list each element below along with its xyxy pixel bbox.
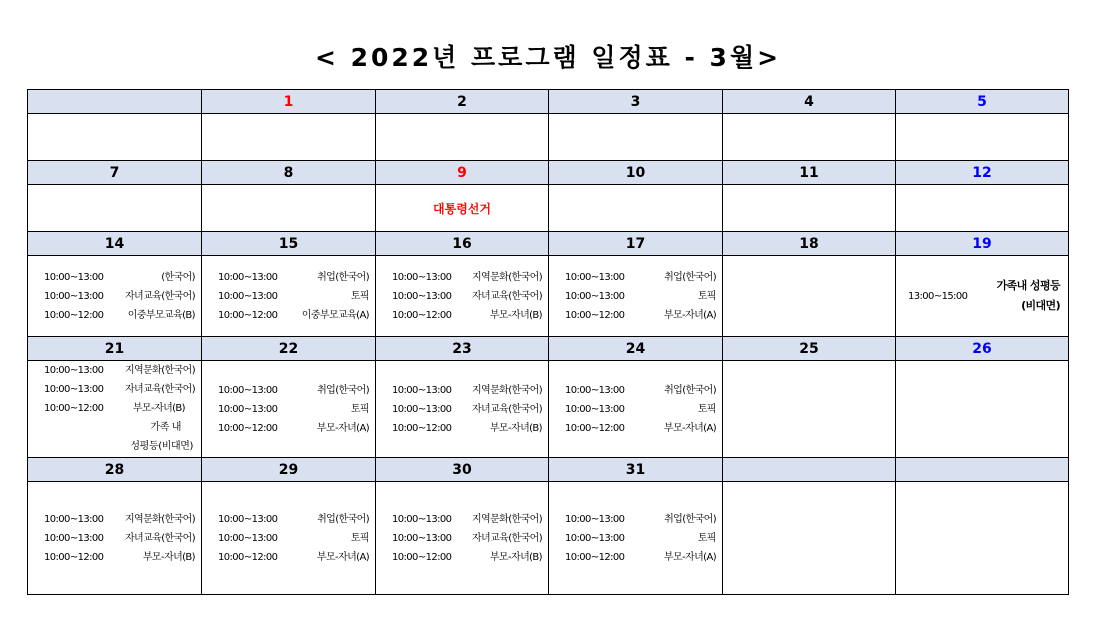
date-cell: 25 (723, 337, 896, 361)
program-line: 13:00~15:00 가족내 성평등 (비대면) (908, 279, 1060, 312)
date-cell (723, 458, 896, 482)
day-cell (28, 256, 202, 337)
program-line: 10:00~12:00 이중부모교육(B) (44, 309, 195, 321)
program-line: 10:00~12:00 부모-자녀(A) (565, 309, 716, 321)
date-row-week-5 (28, 458, 1069, 482)
day-cell (202, 185, 376, 232)
date-cell: 26 (896, 337, 1069, 361)
date-cell: 1 (202, 90, 376, 114)
program-line: 10:00~13:00 토픽 (565, 403, 716, 415)
program-line: 10:00~12:00 부모-자녀(B) (392, 422, 542, 434)
day-cell (896, 361, 1069, 458)
date-row-week-2 (28, 161, 1069, 185)
program-line: 10:00~13:00 토픽 (218, 290, 369, 302)
date-cell: 24 (549, 337, 723, 361)
date-cell: 19 (896, 232, 1069, 256)
date-cell: 2 (376, 90, 549, 114)
program-line: 10:00~12:00 부모-자녀(B) (44, 403, 185, 414)
date-cell: 17 (549, 232, 723, 256)
program-line: 10:00~13:00 자녀교육(한국어) (392, 403, 542, 415)
program-line: 10:00~13:00 토픽 (565, 290, 716, 302)
program-line: 10:00~13:00 취업(한국어) (565, 271, 716, 283)
program-line: 10:00~13:00 토픽 (218, 532, 369, 544)
day-cell (28, 361, 202, 458)
program-line: 10:00~13:00 취업(한국어) (218, 384, 369, 396)
day-cell (549, 482, 723, 595)
date-cell: 8 (202, 161, 376, 185)
day-cell (376, 256, 549, 337)
day-cell (202, 256, 376, 337)
program-line: 10:00~13:00 (한국어) (44, 271, 195, 283)
program-line: 10:00~13:00 지역문화(한국어) (392, 384, 542, 396)
program-line: 10:00~13:00 취업(한국어) (565, 384, 716, 396)
program-line: 10:00~13:00 자녀교육(한국어) (392, 290, 542, 302)
schedule-calendar (27, 89, 1069, 595)
date-cell: 14 (28, 232, 202, 256)
day-cell (549, 114, 723, 161)
date-cell: 10 (549, 161, 723, 185)
program-line: 10:00~12:00 부모-자녀(B) (392, 551, 542, 563)
date-cell (896, 458, 1069, 482)
day-cell (202, 361, 376, 458)
day-cell (28, 482, 202, 595)
program-line: 10:00~12:00 부모-자녀(A) (565, 551, 716, 563)
program-line: 10:00~13:00 지역문화(한국어) (392, 271, 542, 283)
day-cell (723, 114, 896, 161)
holiday-label: 대통령선거 (433, 201, 491, 216)
date-cell: 16 (376, 232, 549, 256)
day-cell (202, 482, 376, 595)
date-cell: 11 (723, 161, 896, 185)
day-cell (376, 185, 549, 232)
content-row-week-4 (28, 361, 1069, 458)
day-cell (549, 256, 723, 337)
date-cell: 22 (202, 337, 376, 361)
day-cell (896, 185, 1069, 232)
date-cell: 23 (376, 337, 549, 361)
day-cell (723, 361, 896, 458)
day-cell (376, 114, 549, 161)
day-cell (723, 482, 896, 595)
day-cell (549, 185, 723, 232)
program-line: 10:00~13:00 자녀교육(한국어) (392, 532, 542, 544)
day-cell (896, 114, 1069, 161)
program-line: 10:00~13:00 자녀교육(한국어) (44, 532, 195, 544)
date-cell: 31 (549, 458, 723, 482)
program-line: 10:00~12:00 부모-자녀(A) (218, 422, 369, 434)
program-line: 10:00~13:00 지역문화(한국어) (392, 513, 542, 525)
day-cell (376, 361, 549, 458)
date-cell (28, 90, 202, 114)
date-cell: 21 (28, 337, 202, 361)
date-cell: 5 (896, 90, 1069, 114)
content-row-week-3 (28, 256, 1069, 337)
day-cell (28, 114, 202, 161)
program-line: 10:00~13:00 취업(한국어) (218, 271, 369, 283)
date-row-week-3 (28, 232, 1069, 256)
program-line: 10:00~13:00 자녀교육(한국어) (44, 384, 195, 395)
date-cell: 9 (376, 161, 549, 185)
date-cell: 30 (376, 458, 549, 482)
date-cell: 29 (202, 458, 376, 482)
day-cell (376, 482, 549, 595)
day-cell (549, 361, 723, 458)
program-line: 10:00~12:00 이중부모교육(A) (218, 309, 369, 321)
program-line: 10:00~12:00 부모-자녀(B) (44, 551, 195, 563)
content-row-week-2 (28, 185, 1069, 232)
program-line: 10:00~13:00 지역문화(한국어) (44, 513, 195, 525)
content-row-week-5 (28, 482, 1069, 595)
date-cell: 18 (723, 232, 896, 256)
date-cell: 4 (723, 90, 896, 114)
date-row-week-1 (28, 90, 1069, 114)
day-cell (202, 114, 376, 161)
program-line: 10:00~13:00 지역문화(한국어) (44, 365, 195, 376)
day-cell (723, 185, 896, 232)
program-line: 10:00~13:00 취업(한국어) (565, 513, 716, 525)
program-line: 10:00~13:00 토픽 (565, 532, 716, 544)
day-cell (896, 256, 1069, 337)
note-text: 가족 내 (150, 422, 181, 433)
day-cell (28, 185, 202, 232)
program-line: 10:00~13:00 토픽 (218, 403, 369, 415)
date-cell: 28 (28, 458, 202, 482)
day-cell (896, 482, 1069, 595)
program-line: 10:00~12:00 부모-자녀(A) (218, 551, 369, 563)
date-cell: 12 (896, 161, 1069, 185)
program-line: 10:00~13:00 취업(한국어) (218, 513, 369, 525)
date-cell: 15 (202, 232, 376, 256)
date-row-week-4 (28, 337, 1069, 361)
page-title: < 2022년 프로그램 일정표 - 3월> (314, 43, 782, 72)
program-line: 10:00~12:00 부모-자녀(A) (565, 422, 716, 434)
date-cell: 3 (549, 90, 723, 114)
program-line: 10:00~13:00 자녀교육(한국어) (44, 290, 195, 302)
day-cell (723, 256, 896, 337)
content-row-week-1 (28, 114, 1069, 161)
date-cell: 7 (28, 161, 202, 185)
program-line: 10:00~12:00 부모-자녀(B) (392, 309, 542, 321)
note-text: 성평등(비대면) (130, 441, 193, 452)
